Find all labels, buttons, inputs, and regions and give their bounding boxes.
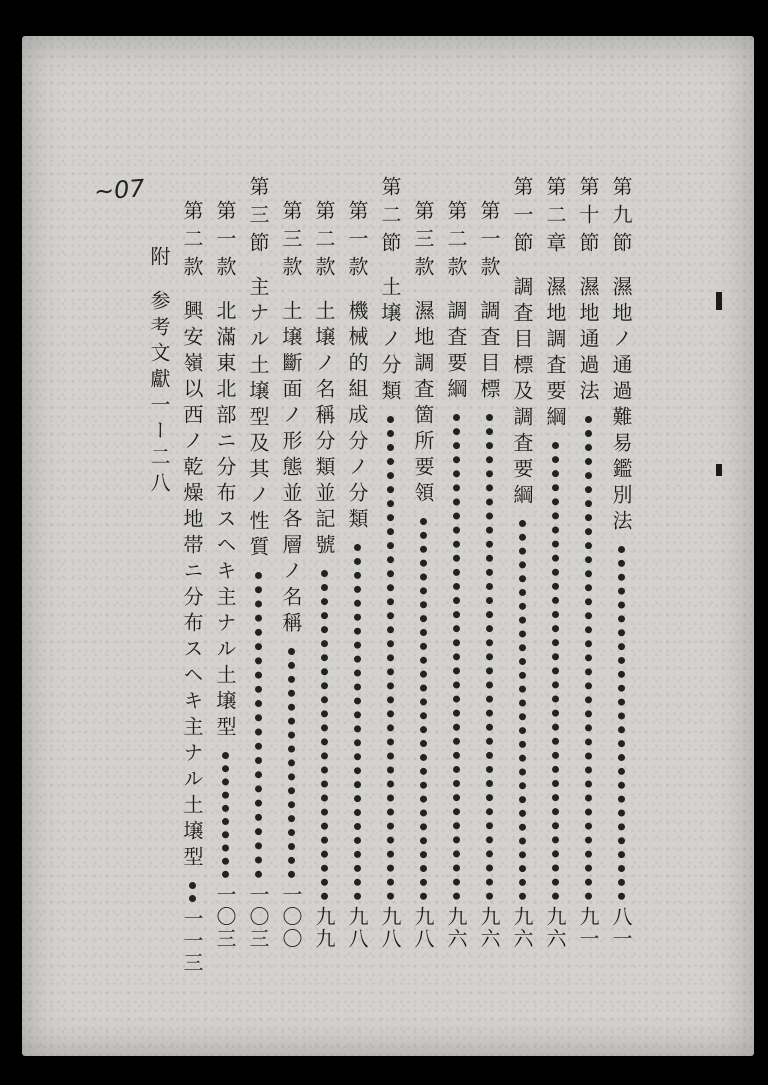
entry-title: 土壌ノ分類 <box>378 276 402 406</box>
entry-title: 北滿東北部ニ分布スヘキ主ナル土壌型 <box>213 300 237 742</box>
folio-number: ~07 <box>93 174 146 206</box>
entry-title: 興安嶺以西ノ乾燥地帯ニ分布スヘキ主ナル土壌型 <box>180 300 204 872</box>
entry-page-number: 一一三 <box>180 908 204 974</box>
toc-entry <box>540 176 570 950</box>
toc-entry <box>507 176 537 950</box>
entry-title: 土壌斷面ノ形態並各層ノ名稱 <box>279 300 303 638</box>
entry-label: 第九節 <box>609 176 633 260</box>
dot-leader <box>585 416 592 900</box>
entry-label: 第二款 <box>312 200 336 284</box>
toc-entry <box>309 200 339 950</box>
entry-title: 主ナル土壌型及其ノ性質 <box>246 276 270 562</box>
dot-leader <box>354 544 361 900</box>
dot-leader <box>486 414 493 900</box>
entry-label: 第一款 <box>213 200 237 284</box>
ink-mark <box>716 464 722 476</box>
entry-page-number: 九六 <box>510 906 534 950</box>
dot-leader <box>552 442 559 900</box>
toc-entry <box>243 176 273 950</box>
entry-label: 第一款 <box>345 200 369 284</box>
toc-entry <box>606 176 636 950</box>
entry-label: 第二節 <box>378 176 402 260</box>
toc-entry <box>408 200 438 950</box>
toc-entry <box>573 176 603 950</box>
ink-mark <box>716 292 722 310</box>
dot-leader <box>387 416 394 900</box>
dot-leader <box>618 546 625 900</box>
entry-title: 濕地調査要綱 <box>543 276 567 432</box>
entry-page-number: 一〇三 <box>246 884 270 950</box>
dot-leader <box>222 752 229 878</box>
toc-entry <box>144 246 174 498</box>
dot-leader <box>453 414 460 900</box>
entry-page-number: 九八 <box>345 906 369 950</box>
entry-page-number: 一〇〇 <box>279 884 303 950</box>
entry-title: 参考文獻一ー二八 <box>147 290 171 498</box>
dot-leader <box>189 882 196 902</box>
entry-page-number: 九一 <box>576 906 600 950</box>
entry-page-number: 九六 <box>477 906 501 950</box>
toc-entry <box>177 200 207 974</box>
entry-label: 第二款 <box>180 200 204 284</box>
entry-label: 第三款 <box>279 200 303 284</box>
toc-entry <box>276 200 306 950</box>
entry-page-number: 八一 <box>609 906 633 950</box>
entry-title: 調査要綱 <box>444 300 468 404</box>
toc-entry <box>210 200 240 950</box>
entry-label: 第一款 <box>477 200 501 284</box>
toc-entry <box>474 200 504 950</box>
entry-page-number: 九九 <box>312 906 336 950</box>
dot-leader <box>420 518 427 900</box>
dot-leader <box>519 520 526 900</box>
entry-label: 第一節 <box>510 176 534 260</box>
dot-leader <box>321 570 328 900</box>
toc-entry <box>342 200 372 950</box>
toc-entry <box>375 176 405 950</box>
entry-label: 第三節 <box>246 176 270 260</box>
entry-title: 濕地調査箇所要領 <box>411 300 435 508</box>
entry-title: 土壌ノ名稱分類並記號 <box>312 300 336 560</box>
entry-label: 第十節 <box>576 176 600 260</box>
entry-page-number: 一〇三 <box>213 884 237 950</box>
entry-page-number: 九八 <box>378 906 402 950</box>
entry-label: 第三款 <box>411 200 435 284</box>
entry-title: 機械的組成分ノ分類 <box>345 300 369 534</box>
dot-leader <box>288 648 295 878</box>
entry-page-number: 九六 <box>543 906 567 950</box>
entry-title: 濕地ノ通過難易鑑別法 <box>609 276 633 536</box>
entry-label: 第二款 <box>444 200 468 284</box>
entry-title: 調査目標 <box>477 300 501 404</box>
entry-page-number: 九六 <box>444 906 468 950</box>
entry-title: 濕地通過法 <box>576 276 600 406</box>
dot-leader <box>255 572 262 878</box>
entry-title: 調査目標及調査要綱 <box>510 276 534 510</box>
entry-label: 第二章 <box>543 176 567 260</box>
entry-label: 附 <box>147 246 171 274</box>
toc-entry <box>441 200 471 950</box>
entry-page-number: 九八 <box>411 906 435 950</box>
